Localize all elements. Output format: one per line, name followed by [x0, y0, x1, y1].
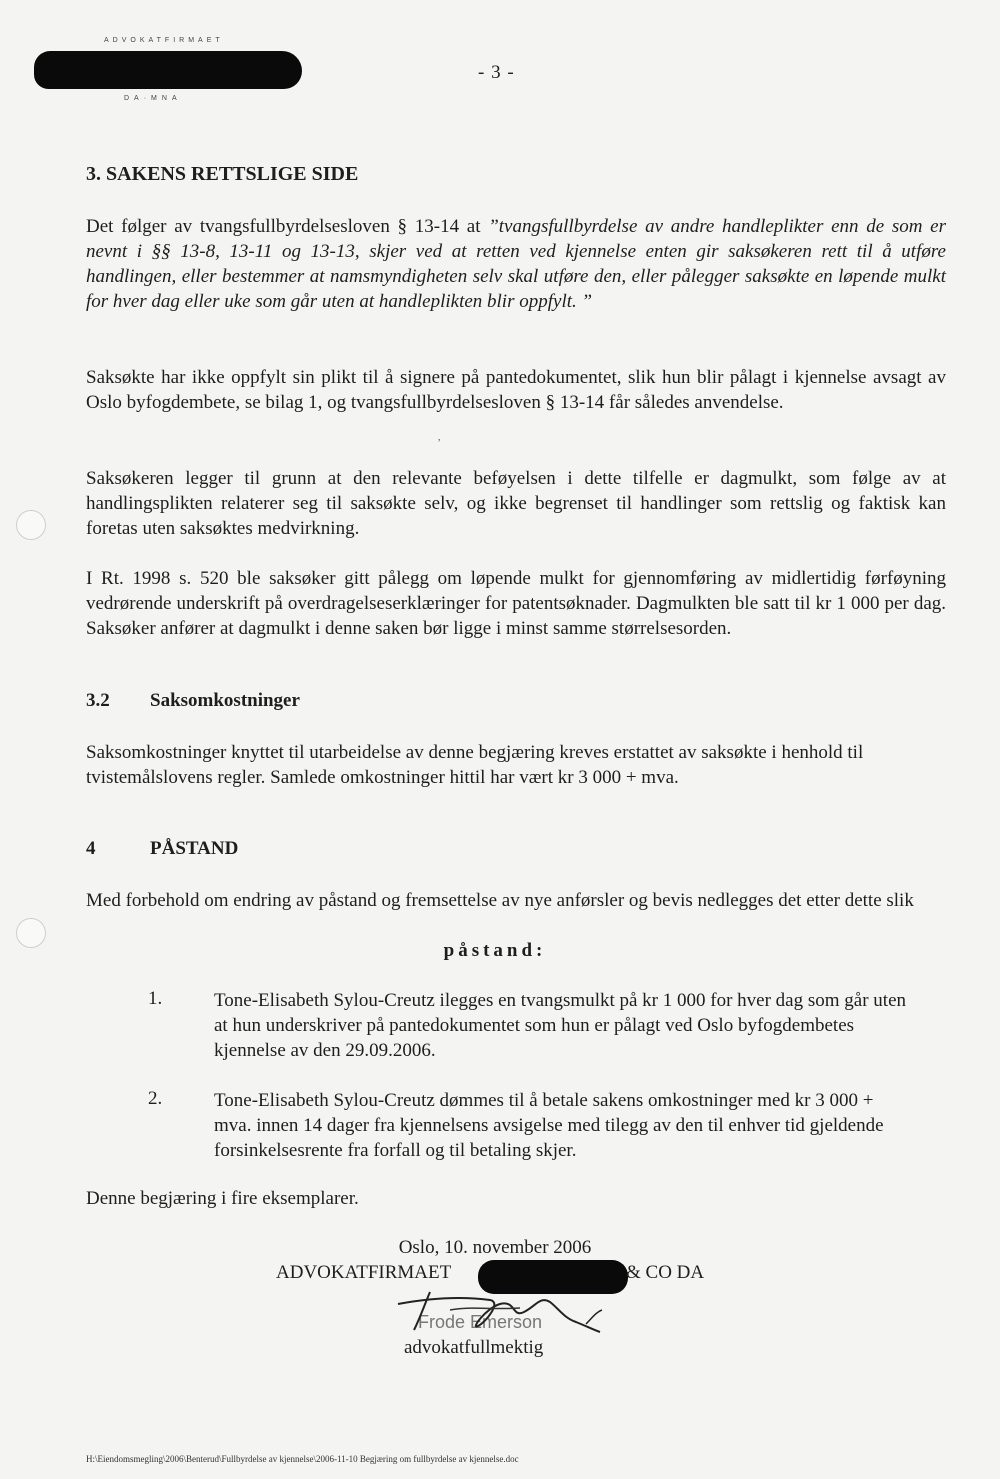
copies-note: Denne begjæring i fire eksemplarer. — [86, 1188, 359, 1209]
section-4-heading: PÅSTAND — [150, 838, 239, 859]
handwritten-signature — [390, 1282, 610, 1342]
section-3-heading: 3. SAKENS RETTSLIGE SIDE — [86, 163, 359, 185]
claim-item-1-number: 1. — [148, 988, 163, 1009]
section-4-number: 4 — [86, 838, 96, 859]
letterhead-firm-suffix: DA·MNA — [124, 95, 182, 102]
claim-item-2-text: Tone-Elisabeth Sylou-Creutz dømmes til å betale sakens omkostninger med kr 3 000 + mva. innen 14 dager fra kjennelsens avsigelse med tilegg av den til enhver tid gjeldende forsinkelsesrente fra forfall og til betaling skjer. — [214, 1090, 884, 1161]
section-3-2-heading: Saksomkostninger — [150, 690, 300, 711]
redaction-bar-logo — [34, 51, 302, 89]
section-3-paragraph-4: I Rt. 1998 s. 520 ble saksøker gitt pålegg om løpende mulkt for gjennomføring av midlertidig førføyning vedrørende underskrift på overdragelseserklæringer for patentsøknader. Dagmulkten ble satt til kr 1 000 per dag. Saksøker anfører at dagmulkt i denne saken bør ligge i minst samme størrelsesorden. — [86, 568, 946, 639]
section-4-intro: Med forbehold om endring av påstand og fremsettelse av nye anførsler og bevis nedlegges det etter dette slik — [86, 890, 914, 911]
signature-firm-right: & CO DA — [626, 1262, 705, 1283]
punch-hole-lower — [16, 918, 46, 948]
stray-mark: , — [438, 432, 441, 443]
section-3-paragraph-3: Saksøkeren legger til grunn at den relevante beføyelsen i dette tilfelle er dagmulkt, som følge av at handlingsplikten relaterer seg til saksøkte selv, og ikke begrenset til handlinger som rettslig og faktisk kan foretas uten saksøktes medvirkning. — [86, 468, 946, 539]
claim-heading: påstand: — [443, 940, 547, 961]
punch-hole-upper — [16, 510, 46, 540]
section-3-2-paragraph: Saksomkostninger knyttet til utarbeidelse av denne begjæring kreves erstattet av saksøkte i henhold til tvistemålslovens regler. Samlede omkostninger hittil har vært kr 3 000 + mva. — [86, 742, 864, 788]
signature-firm-left: ADVOKATFIRMAET — [276, 1262, 452, 1283]
section-3-paragraph-2: Saksøkte har ikke oppfylt sin plikt til å signere på pantedokumentet, slik hun blir pålagt i kjennelse avsagt av Oslo byfogdembete, se bilag 1, og tvangsfullbyrdelsesloven § 13-14 får således anvendelse. — [86, 367, 946, 413]
page-number: - 3 - — [478, 62, 515, 83]
letterhead-firm-name: ADVOKATFIRMAET — [104, 37, 224, 44]
claim-item-1-text: Tone-Elisabeth Sylou-Creutz ilegges en tvangsmulkt på kr 1 000 for hver dag som går uten at hun underskriver på pantedokumentet som hun er pålagt ved Oslo byfogdembetes kjennelse av den 29.09.2006. — [214, 990, 907, 1061]
statute-quote: ”tvangsfullbyrdelse av andre handleplikter enn de som er nevnt i §§ 13-8, 13-11 og 13-13, skjer ved at retten ved kjennelse enten gir saksøkeren rett til å utføre handlingen, eller bestemmer at namsmyndigheten selv skal utføre den, eller pålegger saksøkte en løpende mulkt for hver dag eller uke som går uten at handleplikten blir oppfylt. ” — [86, 216, 947, 312]
section-3-paragraph-1 — [86, 214, 946, 314]
place-date: Oslo, 10. november 2006 — [398, 1237, 592, 1258]
signer-name: Frode Emerson — [418, 1312, 543, 1332]
file-path-footer: H:\Eiendomsmegling\2006\Benterud\Fullbyrdelse av kjennelse\2006-11-10 Begjæring om fullbyrdelse av kjennelse.doc — [86, 1454, 519, 1464]
signer-role: advokatfullmektig — [404, 1337, 544, 1358]
section-3-2-number: 3.2 — [86, 690, 110, 711]
paragraph-1-intro: Det følger av tvangsfullbyrdelsesloven § 13-14 at — [86, 216, 489, 237]
claim-item-2-number: 2. — [148, 1088, 163, 1109]
